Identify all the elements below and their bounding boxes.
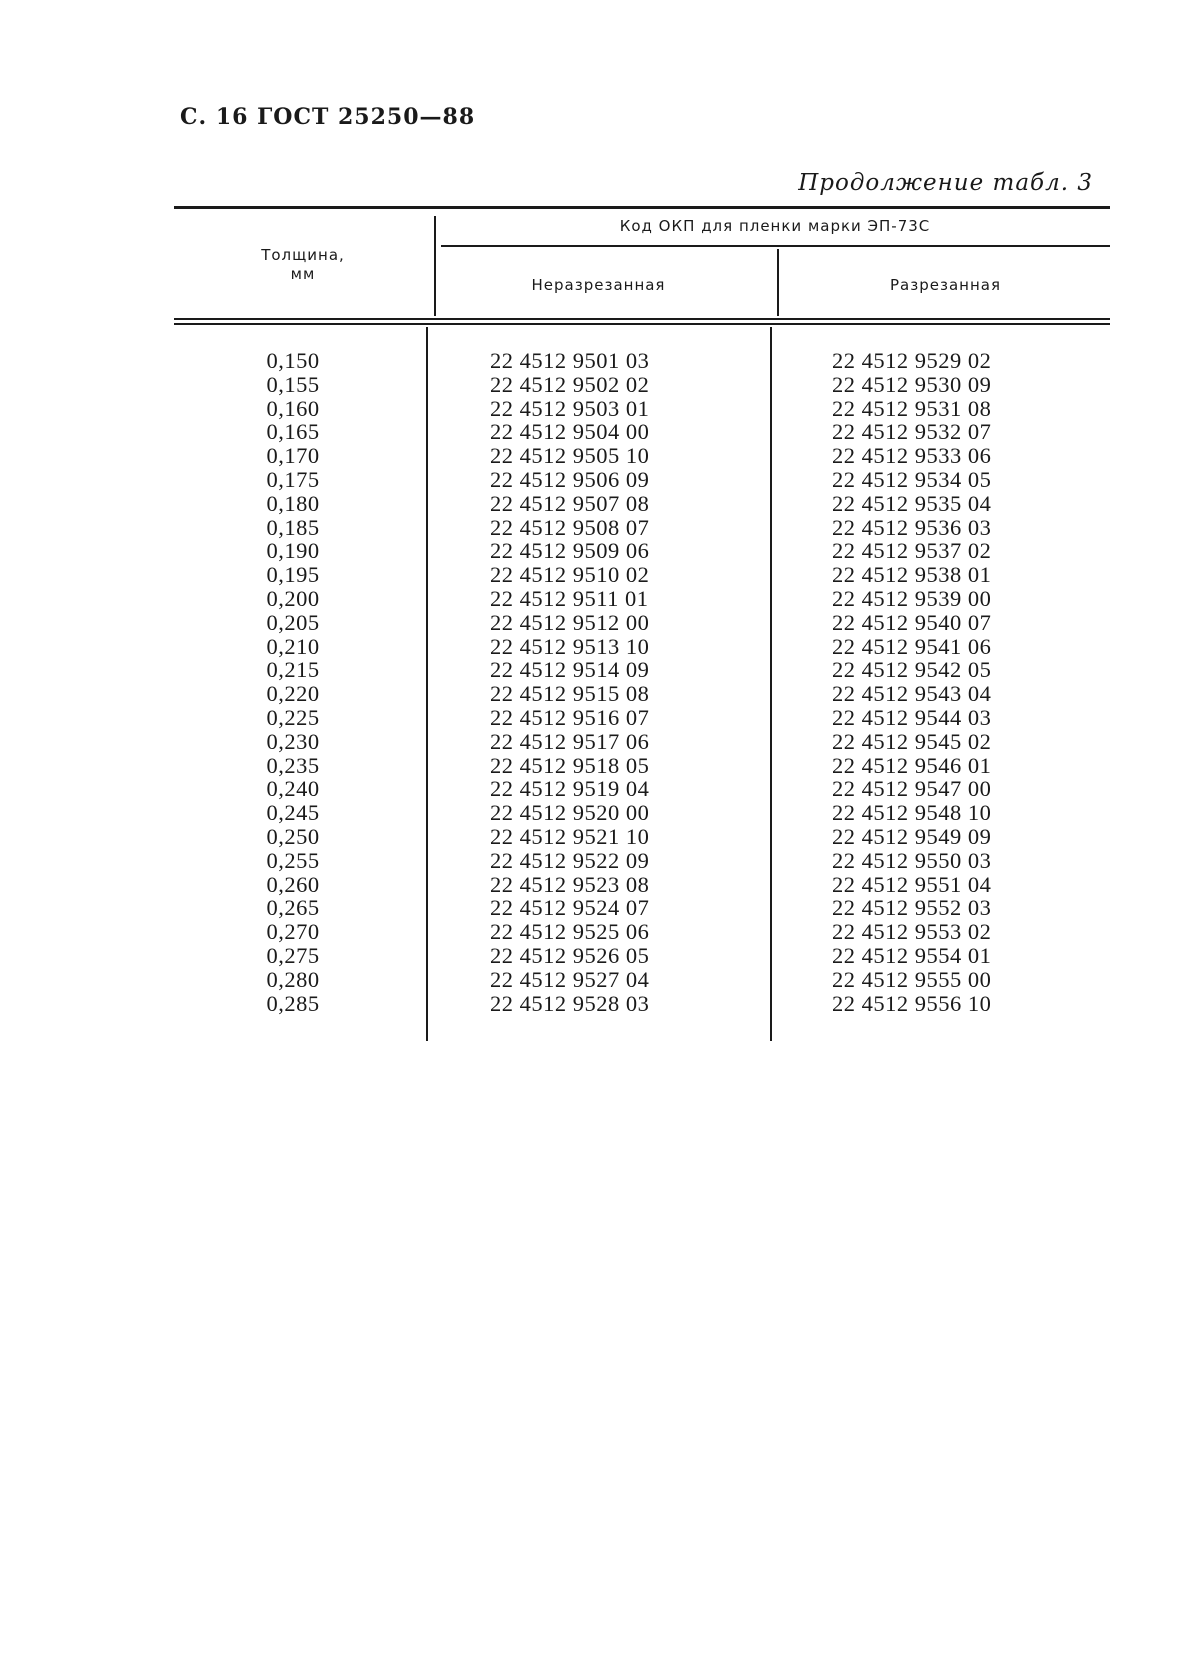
thickness-cell: 0,170: [266, 443, 320, 469]
cut-code-cell: 22 4512 9529 02: [832, 348, 992, 373]
uncut-code-cell: 22 4512 9505 10: [490, 443, 650, 469]
cut-code-cell: 22 4512 9553 02: [832, 919, 992, 945]
uncut-code-cell: 22 4512 9528 03: [490, 990, 650, 1016]
cut-code-cell: 22 4512 9535 04: [832, 490, 992, 516]
cut-code-cell: 22 4512 9552 03: [832, 895, 992, 921]
header-bottom-rule-1: [174, 318, 1110, 320]
uncut-code-cell: 22 4512 9517 06: [490, 728, 650, 754]
uncut-code-cell: 22 4512 9511 01: [490, 585, 649, 611]
uncut-code-cell: 22 4512 9514 09: [490, 657, 650, 683]
cut-column-header: Разрезанная: [890, 276, 1001, 294]
body-divider-left: [426, 327, 428, 1041]
thickness-cell: 0,250: [266, 823, 320, 849]
uncut-code-cell: 22 4512 9501 03: [490, 348, 650, 373]
header-bottom-rule-2: [174, 323, 1110, 325]
thickness-cell: 0,195: [266, 562, 320, 588]
thickness-cell: 0,210: [266, 633, 320, 659]
uncut-code-cell: 22 4512 9524 07: [490, 895, 650, 921]
uncut-code-cell: 22 4512 9503 01: [490, 395, 650, 421]
cut-code-cell: 22 4512 9548 10: [832, 800, 992, 826]
thickness-cell: 0,275: [266, 942, 320, 968]
thickness-cell: 0,190: [266, 538, 320, 564]
cut-code-cell: 22 4512 9538 01: [832, 562, 992, 588]
thickness-cell: 0,155: [266, 371, 320, 397]
cut-code-cell: 22 4512 9554 01: [832, 942, 992, 968]
cut-code-cell: 22 4512 9546 01: [832, 752, 992, 778]
thickness-cell: 0,225: [266, 704, 320, 730]
uncut-code-column: [490, 349, 730, 1015]
uncut-code-cell: 22 4512 9509 06: [490, 538, 650, 564]
thickness-cell: 0,285: [266, 990, 320, 1016]
uncut-code-cell: 22 4512 9515 08: [490, 681, 650, 707]
thickness-cell: 0,215: [266, 657, 320, 683]
cut-code-cell: 22 4512 9542 05: [832, 657, 992, 683]
uncut-code-cell: 22 4512 9508 07: [490, 514, 650, 540]
thickness-cell: 0,220: [266, 681, 320, 707]
body-divider-right: [770, 327, 772, 1041]
thickness-cell: 0,245: [266, 800, 320, 826]
uncut-code-cell: 22 4512 9510 02: [490, 562, 650, 588]
thickness-cell: 0,265: [266, 895, 320, 921]
header-divider-right: [777, 249, 779, 316]
cut-code-cell: 22 4512 9534 05: [832, 466, 992, 492]
thickness-cell: 0,255: [266, 847, 320, 873]
thickness-cell: 0,270: [266, 919, 320, 945]
thickness-cell: 0,150: [266, 348, 320, 373]
page-reference: С. 16 ГОСТ 25250—88: [180, 104, 476, 130]
uncut-code-cell: 22 4512 9504 00: [490, 419, 650, 445]
cut-code-cell: 22 4512 9550 03: [832, 847, 992, 873]
table-top-rule: [174, 206, 1110, 209]
uncut-code-cell: 22 4512 9525 06: [490, 919, 650, 945]
cut-code-cell: 22 4512 9551 04: [832, 871, 992, 897]
uncut-code-cell: 22 4512 9523 08: [490, 871, 650, 897]
thickness-cell: 0,230: [266, 728, 320, 754]
okp-code-group-header: Код ОКП для пленки марки ЭП-73С: [619, 217, 931, 235]
cut-code-cell: 22 4512 9536 03: [832, 514, 992, 540]
cut-code-cell: 22 4512 9555 00: [832, 966, 992, 992]
cut-code-cell: 22 4512 9556 10: [832, 990, 992, 1016]
cut-code-cell: 22 4512 9547 00: [832, 776, 992, 802]
table-continuation-label: Продолжение табл. 3: [798, 170, 1093, 196]
cut-code-cell: 22 4512 9533 06: [832, 443, 992, 469]
thickness-cell: 0,160: [266, 395, 320, 421]
cut-code-cell: 22 4512 9531 08: [832, 395, 992, 421]
thickness-cell: 0,205: [266, 609, 320, 635]
cut-code-cell: 22 4512 9537 02: [832, 538, 992, 564]
uncut-code-cell: 22 4512 9520 00: [490, 800, 650, 826]
uncut-code-cell: 22 4512 9527 04: [490, 966, 650, 992]
header-divider-left: [434, 216, 436, 316]
thickness-cell: 0,240: [266, 776, 320, 802]
thickness-cell: 0,185: [266, 514, 320, 540]
thickness-cell: 0,180: [266, 490, 320, 516]
cut-code-cell: 22 4512 9539 00: [832, 585, 992, 611]
cut-code-cell: 22 4512 9541 06: [832, 633, 992, 659]
cut-code-cell: 22 4512 9530 09: [832, 371, 992, 397]
thickness-cell: 0,175: [266, 466, 320, 492]
cut-code-cell: 22 4512 9545 02: [832, 728, 992, 754]
uncut-code-cell: 22 4512 9507 08: [490, 490, 650, 516]
uncut-column-header: Неразрезанная: [531, 276, 666, 294]
thickness-cell: 0,280: [266, 966, 320, 992]
uncut-code-cell: 22 4512 9512 00: [490, 609, 650, 635]
group-header-rule: [441, 245, 1110, 247]
uncut-code-cell: 22 4512 9519 04: [490, 776, 650, 802]
cut-code-cell: 22 4512 9549 09: [832, 823, 992, 849]
uncut-code-cell: 22 4512 9518 05: [490, 752, 650, 778]
cut-code-column: [832, 349, 1072, 1015]
cut-code-cell: 22 4512 9544 03: [832, 704, 992, 730]
thickness-column: [238, 349, 348, 1015]
thickness-cell: 0,200: [266, 585, 320, 611]
uncut-code-cell: 22 4512 9522 09: [490, 847, 650, 873]
cut-code-cell: 22 4512 9532 07: [832, 419, 992, 445]
uncut-code-cell: 22 4512 9516 07: [490, 704, 650, 730]
uncut-code-cell: 22 4512 9506 09: [490, 466, 650, 492]
thickness-cell: 0,165: [266, 419, 320, 445]
thickness-cell: 0,235: [266, 752, 320, 778]
uncut-code-cell: 22 4512 9513 10: [490, 633, 650, 659]
cut-code-cell: 22 4512 9540 07: [832, 609, 992, 635]
thickness-cell: 0,260: [266, 871, 320, 897]
cut-code-cell: 22 4512 9543 04: [832, 681, 992, 707]
thickness-column-header: Толщина, мм: [261, 246, 345, 283]
uncut-code-cell: 22 4512 9502 02: [490, 371, 650, 397]
uncut-code-cell: 22 4512 9521 10: [490, 823, 650, 849]
uncut-code-cell: 22 4512 9526 05: [490, 942, 650, 968]
